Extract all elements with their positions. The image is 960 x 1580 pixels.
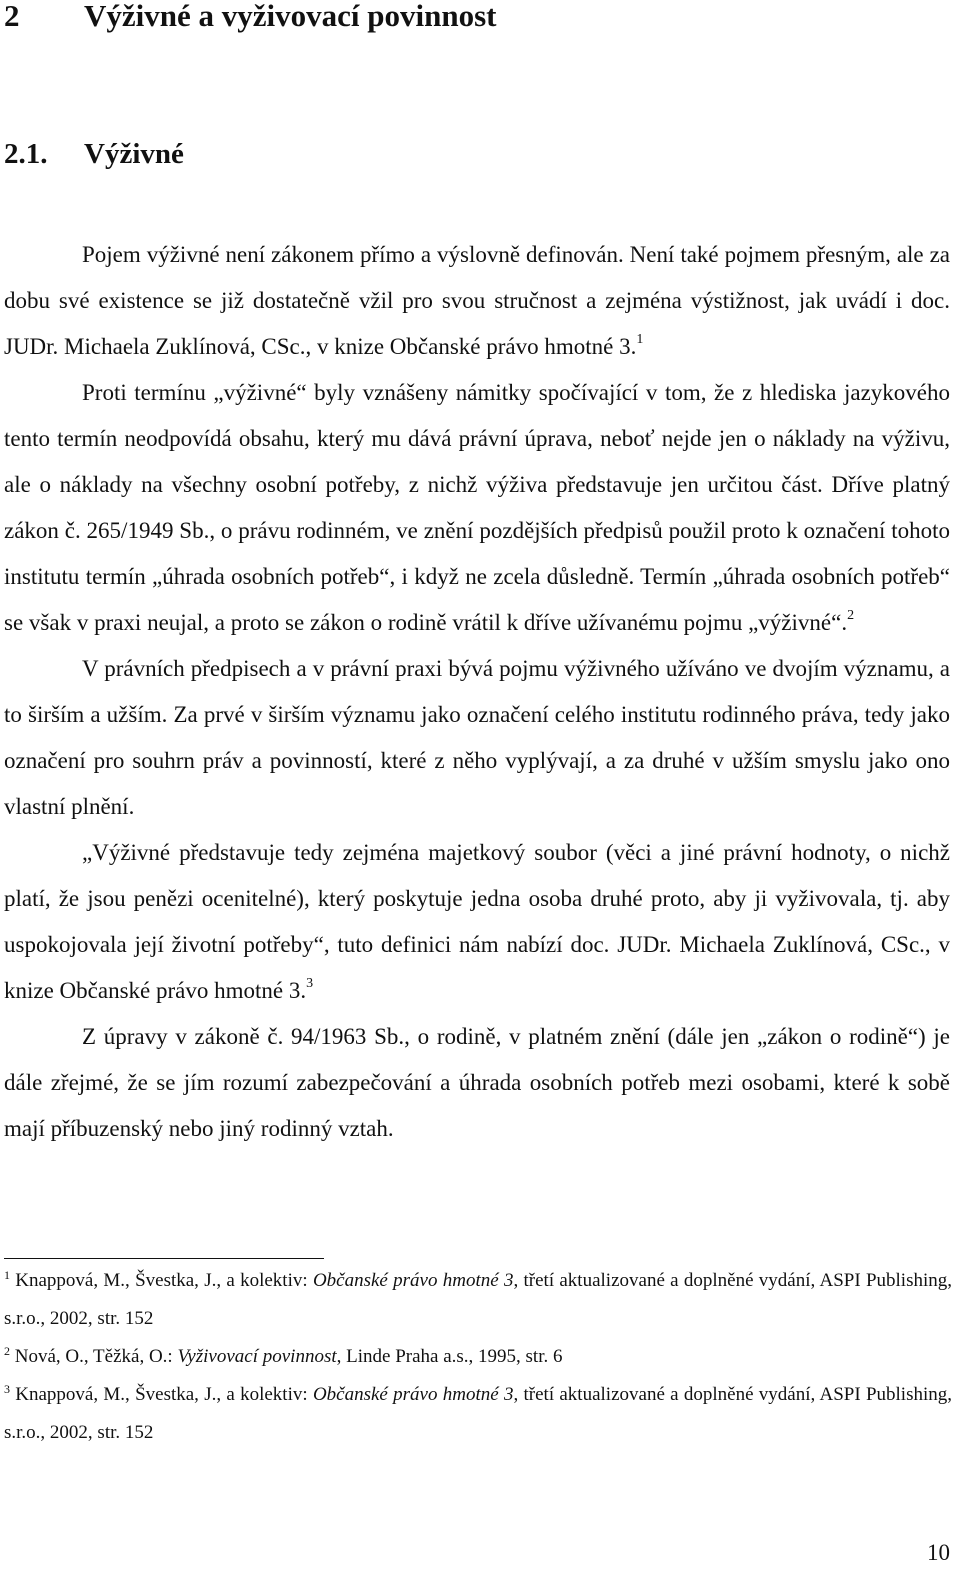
- section-heading: [4, 133, 184, 175]
- paragraph-3: [4, 646, 950, 830]
- paragraph-1-text: Pojem výživné není zákonem přímo a výslovně definován. Není také pojmem přesným, ale za dobu své existence se již dostatečně vžil pro svou stručnost a zejména výstižnost, jak uvádí i doc. JUDr. Michaela Zuklínová, CSc., v knize Občanské právo hmotné 3.: [4, 242, 950, 359]
- paragraph-3-text: V právních předpisech a v právní praxi bývá pojmu výživného užíváno ve dvojím významu, a to širším a užším. Za prvé v širším významu jako označení celého institutu rodinného práva, tedy jako označení pro souhrn práv a povinností, které z něho vyplývají, a za druhé v užším smyslu jako ono vlastní plnění.: [4, 656, 950, 819]
- body-text: [4, 232, 950, 1152]
- footnote-book-title: Občanské právo hmotné 3: [312, 1270, 514, 1291]
- footnote-3: [4, 1376, 952, 1452]
- footnote-authors: Nová, O., Těžká, O.:: [14, 1346, 178, 1367]
- chapter-heading: [4, 0, 496, 38]
- footnote-publication: , třetí aktualizované a doplněné vydání, ASPI Publishing, s.r.o., 2002, str. 152: [4, 1270, 953, 1329]
- footnote-ref-3[interactable]: 3: [306, 976, 314, 992]
- chapter-number: 2: [4, 0, 20, 33]
- paragraph-5: [4, 1014, 950, 1152]
- footnote-2: [4, 1338, 952, 1376]
- footnote-number: 3: [4, 1381, 10, 1396]
- footnote-book-title: Vyživovací povinnost: [177, 1346, 337, 1367]
- paragraph-1: [4, 232, 950, 370]
- footnote-authors: Knappová, M., Švestka, J., a kolektiv:: [15, 1270, 313, 1291]
- footnote-publication: , Linde Praha a.s., 1995, str. 6: [336, 1346, 563, 1367]
- section-title: Výživné: [84, 138, 184, 170]
- footnote-ref-2[interactable]: 2: [847, 608, 855, 624]
- page-number: 10: [927, 1540, 950, 1565]
- chapter-title: Výživné a vyživovací povinnost: [84, 0, 497, 33]
- footnote-book-title: Občanské právo hmotné 3: [312, 1384, 514, 1405]
- footnotes: [4, 1262, 952, 1452]
- footnote-separator: [4, 1258, 324, 1259]
- footnote-ref-1[interactable]: 1: [636, 332, 644, 348]
- paragraph-4-text: „Výživné představuje tedy zejména majetkový soubor (věci a jiné právní hodnoty, o nichž platí, že jsou penězi ocenitelné), který poskytuje jedna osoba druhé proto, aby ji vyživovala, tj. aby uspokojovala její životní potřeby“, tuto definici nám nabízí doc. JUDr. Michaela Zuklínová, CSc., v knize Občanské právo hmotné 3.: [4, 840, 950, 1003]
- paragraph-2: [4, 370, 950, 646]
- paragraph-4: [4, 830, 950, 1014]
- paragraph-2-text: Proti termínu „výživné“ byly vznášeny námitky spočívající v tom, že z hlediska jazykového tento termín neodpovídá obsahu, který mu dává právní úprava, neboť nejde jen o náklady na výživu, ale o náklady na všechny osobní potřeby, z nichž výživa představuje jen určitou část. Dříve platný zákon č. 265/1949 Sb., o právu rodinném, ve znění pozdějších předpisů použil proto k označení tohoto institutu termín „úhrada osobních potřeb“, i když ne zcela důsledně. Termín „úhrada osobních potřeb“ se však v praxi neujal, a proto se zákon o rodině vrátil k dříve užívanému pojmu „výživné“.: [4, 380, 950, 635]
- section-number: 2.1.: [4, 138, 48, 170]
- paragraph-5-text: Z úpravy v zákoně č. 94/1963 Sb., o rodině, v platném znění (dále jen „zákon o rodině“) je dále zřejmé, že se jím rozumí zabezpečování a úhrada osobních potřeb mezi osobami, které k sobě mají příbuzenský nebo jiný rodinný vztah.: [4, 1024, 950, 1141]
- footnote-1: [4, 1262, 952, 1338]
- footnote-publication: , třetí aktualizované a doplněné vydání, ASPI Publishing, s.r.o., 2002, str. 152: [4, 1384, 953, 1443]
- footnote-number: 2: [4, 1343, 10, 1358]
- footnote-number: 1: [4, 1267, 10, 1282]
- footnote-authors: Knappová, M., Švestka, J., a kolektiv:: [15, 1384, 313, 1405]
